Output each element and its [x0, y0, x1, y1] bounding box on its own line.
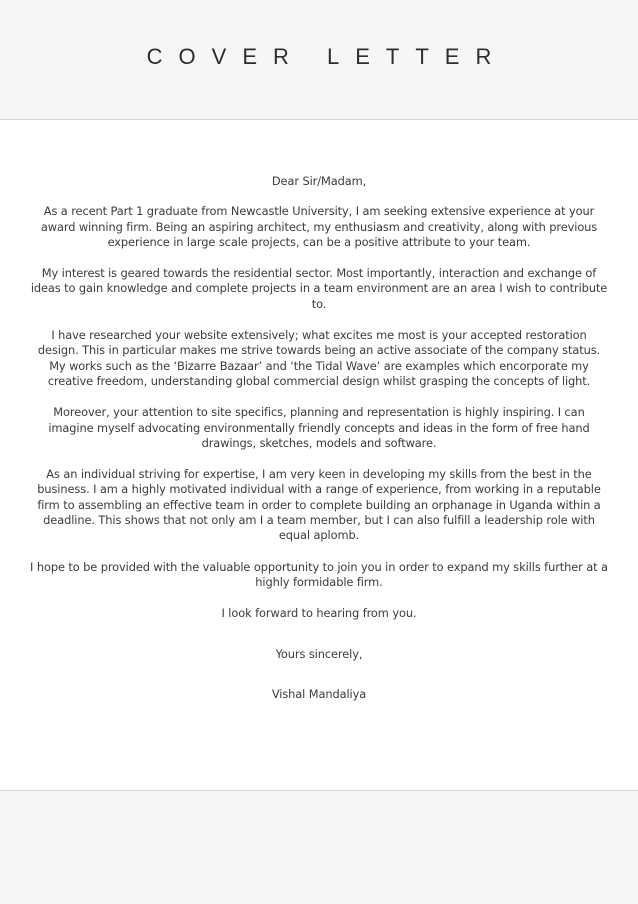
paragraph-interest: My interest is geared towards the residential sector. Most importantly, interaction and exchange of ideas to gain knowledge and complete projects in a team environment are an area I wish to contribute to. [30, 266, 608, 311]
closing-line: I look forward to hearing from you. [221, 606, 417, 621]
page-title: COVER LETTER [146, 44, 508, 69]
paragraph-research: I have researched your website extensively; what excites me most is your accepted restoration design. This in particular makes me strive towards being an active associate of the company status. My works such as the ‘Bizarre Bazaar’ and ‘the Tidal Wave’ are examples which encorporate my creative freedom, understanding global commercial design whilst grasping the concepts of light. [37, 328, 601, 388]
letter-body [30, 174, 608, 718]
paragraph-opportunity: I hope to be provided with the valuable opportunity to join you in order to expand my skills further at a highly formidable firm. [30, 559, 608, 589]
paragraph-inspiration: Moreover, your attention to site specifics, planning and representation is highly inspiring. I can imagine myself advocating environmentally friendly concepts and ideas in the form of free hand drawings, sketches, models and software. [48, 405, 590, 450]
salutation: Dear Sir/Madam, [271, 174, 367, 188]
header-band [0, 0, 638, 120]
paragraph-introduction: As a recent Part 1 graduate from Newcastle University, I am seeking extensive experience at your award winning firm. Being an aspiring architect, my enthusiasm and creativity, along with previous experience in large scale projects, can be a positive attribute to your team. [40, 204, 598, 249]
signature-name: Vishal Mandaliya [271, 686, 367, 701]
paragraph-expertise: As an individual striving for expertise, I am very keen in developing my skills from the best in the business. I am a highly motivated individual with a range of experience, from working in a reputable firm to assembling an effective team in order to complete building an orphanage in Uganda within a deadline. This shows that not only am I a team member, but I can also fulfill a leadership role with equal aplomb. [37, 467, 601, 543]
footer-band [0, 790, 638, 904]
signoff: Yours sincerely, [275, 646, 363, 661]
